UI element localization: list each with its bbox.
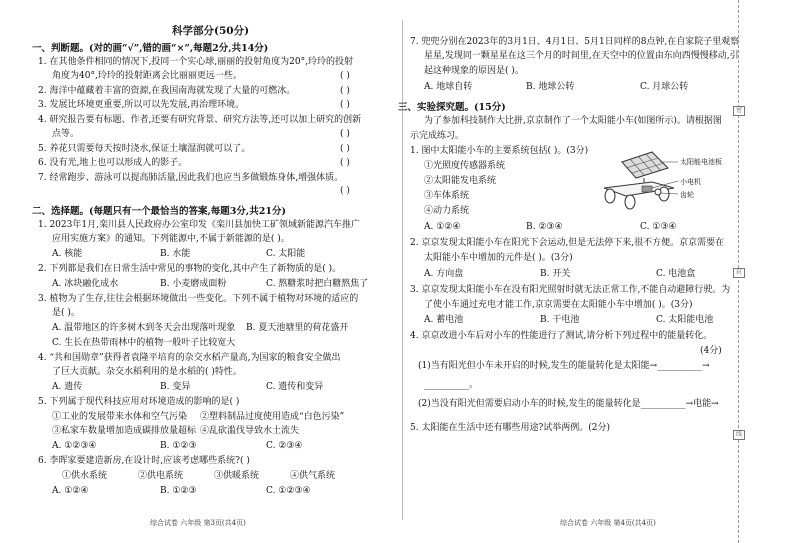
r-intro-line1: 为了参加科技制作大比拼,京京制作了一个太阳能小车(如图所示)。请根据图	[424, 116, 722, 126]
answer-blank-4[interactable]: ( )	[340, 129, 350, 139]
mc-q1-line1: 1. 2023年1月,栾川县人民政府办公室印发《栾川县加快工矿领域新能源汽车推广	[38, 220, 360, 230]
mc-q1-opt-c[interactable]: C. 太阳能	[266, 249, 306, 259]
mc-q5: 5. 下列属于现代科技应用对环境造成的影响的是( )	[38, 397, 240, 407]
judge-line-9: 7. 经常跑步、游泳可以提高肺活量,因此我们也应当多做锻炼身体,增强体质。	[38, 173, 344, 183]
mc-q2-opt-b[interactable]: B. 小麦磨成面粉	[160, 279, 227, 289]
mc-q4-opt-b[interactable]: B. 变异	[160, 382, 191, 392]
r-s3-q2-line2: 太阳能小车中增加的元件是( )。(3分)	[424, 253, 573, 263]
mc-q6-sub4: ④供气系统	[290, 471, 336, 481]
mc-q6-opt-b[interactable]: B. ①②③	[160, 486, 197, 496]
r-s3-q1: 1. 图中太阳能小车的主要系统包括( )。(3分)	[410, 146, 589, 156]
mc-q3-opt-b[interactable]: B. 夏天池塘里的荷花盛开	[246, 323, 349, 333]
r-q7-line2: 星星,发现同一颗星星在这三个月的时间里,在天空中的位置由东向西慢慢移动,引	[424, 51, 739, 61]
mc-q2-opt-c[interactable]: C. 熬糖浆时把白糖熬焦了	[266, 279, 369, 289]
mc-q5-opt-c[interactable]: C. ②③④	[266, 441, 303, 451]
r-q7-line3: 起这种现象的原因是( )。	[424, 66, 524, 76]
mc-q5-sub4: ④乱砍滥伐导致水土流失	[200, 426, 300, 436]
answer-blank-7[interactable]: ( )	[340, 186, 350, 196]
mc-q3-line1: 3. 植物为了生存,往往会根据环境做出一些变化。下列不属于植物对环境的适应的	[38, 294, 359, 304]
section3-heading: 三、实验探究题。(15分)	[398, 102, 506, 113]
r-q7-opt-c[interactable]: C. 月球公转	[640, 82, 689, 92]
r-s3-q2-opt-c[interactable]: C. 电池盒	[656, 269, 696, 279]
judge-line-3: 2. 海洋中蕴藏着丰富的资源,在我国南海就发现了大量的可燃冰。	[38, 86, 296, 96]
figure-label-gear: 齿轮	[680, 191, 694, 199]
judge-line-8: 6. 没有光,地上也可以形成人的影子。	[38, 158, 188, 168]
r-s3-q3-line2: 了使小车通过充电才能工作,京京需要在太阳能小车中增加( )。(3分)	[424, 300, 693, 310]
mc-q6-sub3: ③供暖系统	[214, 471, 260, 481]
mc-q3-line2: 是( )。	[52, 308, 80, 318]
mc-q6-opt-c[interactable]: C. ①②③④	[266, 486, 311, 496]
left-page-footer: 综合试卷 六年级 第3页(共4页)	[150, 519, 246, 527]
r-s3-q3-line1: 3. 京京发现太阳能小车在没有阳光照射时就无法正常工作,不能自动避障行驶。为	[410, 285, 731, 295]
page-divider	[402, 20, 403, 520]
judge-line-5: 4. 研究报告要有标题、作者,还要有研究背景、研究方法等,还可以加上研究的创新	[38, 115, 362, 125]
section2-heading: 二、选择题。(每题只有一个最恰当的答案,每题3分,共21分)	[32, 206, 286, 217]
r-s3-q5: 5. 太阳能在生活中还有哪些用途?试举两例。(2分)	[410, 423, 611, 433]
mc-q1-opt-a[interactable]: A. 核能	[52, 249, 83, 259]
binding-mark-envelope: 封	[733, 268, 745, 278]
right-page-footer: 综合试卷 六年级 第4页(共4页)	[560, 519, 656, 527]
judge-line-1: 1. 在其他条件相同的情况下,投同一个实心球,丽丽的投射角度为20°,玲玲的投射	[38, 57, 353, 67]
mc-q6-sub2: ②供电系统	[138, 471, 184, 481]
r-s3-q1-opt-a[interactable]: A. ①②④	[424, 222, 461, 232]
r-s3-q4a-line1[interactable]: (1)当有阳光但小车未开启的时候,发生的能量转化是太阳能→__________→	[418, 361, 710, 371]
mc-q5-sub2: ②塑料制品过度使用造成“白色污染”	[200, 412, 345, 422]
answer-blank-6[interactable]: ( )	[340, 158, 350, 168]
mc-q6: 6. 李晖家要建造新房,在设计时,应该考虑哪些系统?( )	[38, 456, 250, 466]
r-s3-q4-score: (4分)	[700, 346, 722, 356]
judge-line-4: 3. 发展比环境更重要,所以可以先发展,再治理环境。	[38, 100, 245, 110]
answer-blank-1[interactable]: ( )	[340, 71, 350, 81]
r-q7-line1: 7. 兜兜分别在2023年的3月1日、4月1日、5月1日同样的8点钟,在自家院子里观察	[410, 37, 740, 47]
figure-label-panel: 太阳能电池板	[680, 158, 722, 166]
mc-q6-opt-a[interactable]: A. ①②④	[52, 486, 89, 496]
r-s3-q3-opt-c[interactable]: C. 太阳能电池	[656, 315, 714, 325]
judge-line-2: 角度为40°,玲玲的投射距离会比丽丽更远一些。	[52, 71, 242, 81]
mc-q3-opt-c[interactable]: C. 生长在热带雨林中的植物一般叶子比较宽大	[52, 338, 236, 348]
r-s3-q2-opt-a[interactable]: A. 方向盘	[424, 269, 464, 279]
mc-q4-opt-a[interactable]: A. 遗传	[52, 382, 83, 392]
mc-q4-line2: 了巨大贡献。杂交水稻利用的是水稻的( )特性。	[52, 367, 242, 377]
r-intro-line2: 示完成练习。	[410, 131, 465, 141]
mc-q3-opt-a[interactable]: A. 温带地区的许多树木到冬天会出现落叶现象	[52, 323, 236, 333]
mc-q2-opt-a[interactable]: A. 冰块融化成水	[52, 279, 119, 289]
binding-mark-line: 线	[733, 430, 745, 440]
r-s3-q1-opt-c[interactable]: C. ①③④	[640, 222, 677, 232]
r-s3-q1-sub4: ④动力系统	[424, 206, 470, 216]
mc-q5-sub3: ③私家车数量增加造成碳排放量超标	[52, 426, 197, 436]
r-s3-q2-line1: 2. 京京发现太阳能小车在阳光下会运动,但是无法停下来,很不方便。京京需要在	[410, 238, 725, 248]
r-q7-opt-a[interactable]: A. 地球自转	[424, 82, 473, 92]
page-title: 科学部分(50分)	[172, 25, 250, 37]
answer-blank-3[interactable]: ( )	[340, 100, 350, 110]
section1-heading: 一、判断题。(对的画“√”,错的画“×”,每题2分,共14分)	[32, 43, 269, 54]
mc-q4-line1: 4. “共和国勋章”获得者袁隆平培育的杂交水稻产量高,为国家的粮食安全做出	[38, 353, 341, 363]
r-s3-q4a-line2[interactable]: __________。	[424, 380, 479, 390]
r-s3-q1-sub1: ①光照度传感器系统	[424, 161, 506, 171]
mc-q5-opt-b[interactable]: B. ①②③	[160, 441, 197, 451]
figure-label-motor: 小电机	[680, 178, 701, 186]
mc-q5-sub1: ①工业的发展带来水体和空气污染	[52, 412, 188, 422]
r-s3-q3-opt-a[interactable]: A. 蓄电池	[424, 315, 464, 325]
mc-q1-opt-b[interactable]: B. 水能	[160, 249, 191, 259]
mc-q5-opt-a[interactable]: A. ①②③④	[52, 441, 97, 451]
mc-q2: 2. 下列都是我们在日常生活中常见的事物的变化,其中产生了新物质的是( )。	[38, 264, 342, 274]
r-s3-q4: 4. 京京改进小车后对小车的性能进行了测试,请分析下列过程中的能量转化。	[410, 331, 713, 341]
solar-panel-drawing	[622, 152, 668, 178]
answer-blank-5[interactable]: ( )	[340, 144, 350, 154]
r-s3-q1-sub3: ③车体系统	[424, 191, 470, 201]
judge-line-6: 点等。	[52, 129, 80, 139]
mc-q1-line2: 应用实施方案》的通知。下列能源中,不属于新能源的是( )。	[52, 234, 290, 244]
judge-line-7: 5. 养花只需要每天按时浇水,保证土壤湿润就可以了。	[38, 144, 251, 154]
r-s3-q4b[interactable]: (2)当没有阳光但需要启动小车的时候,发生的能量转化是__________→电能→	[418, 399, 719, 409]
answer-blank-2[interactable]: ( )	[340, 86, 350, 96]
r-s3-q3-opt-b[interactable]: B. 干电池	[540, 315, 580, 325]
r-s3-q2-opt-b[interactable]: B. 开关	[540, 269, 571, 279]
binding-mark-seal: 密	[733, 106, 745, 116]
mc-q6-sub1: ①供水系统	[62, 471, 108, 481]
r-s3-q1-opt-b[interactable]: B. ②③④	[526, 222, 563, 232]
mc-q4-opt-c[interactable]: C. 遗传和变异	[266, 382, 324, 392]
r-q7-opt-b[interactable]: B. 地球公转	[526, 82, 575, 92]
r-s3-q1-sub2: ②太阳能发电系统	[424, 176, 497, 186]
